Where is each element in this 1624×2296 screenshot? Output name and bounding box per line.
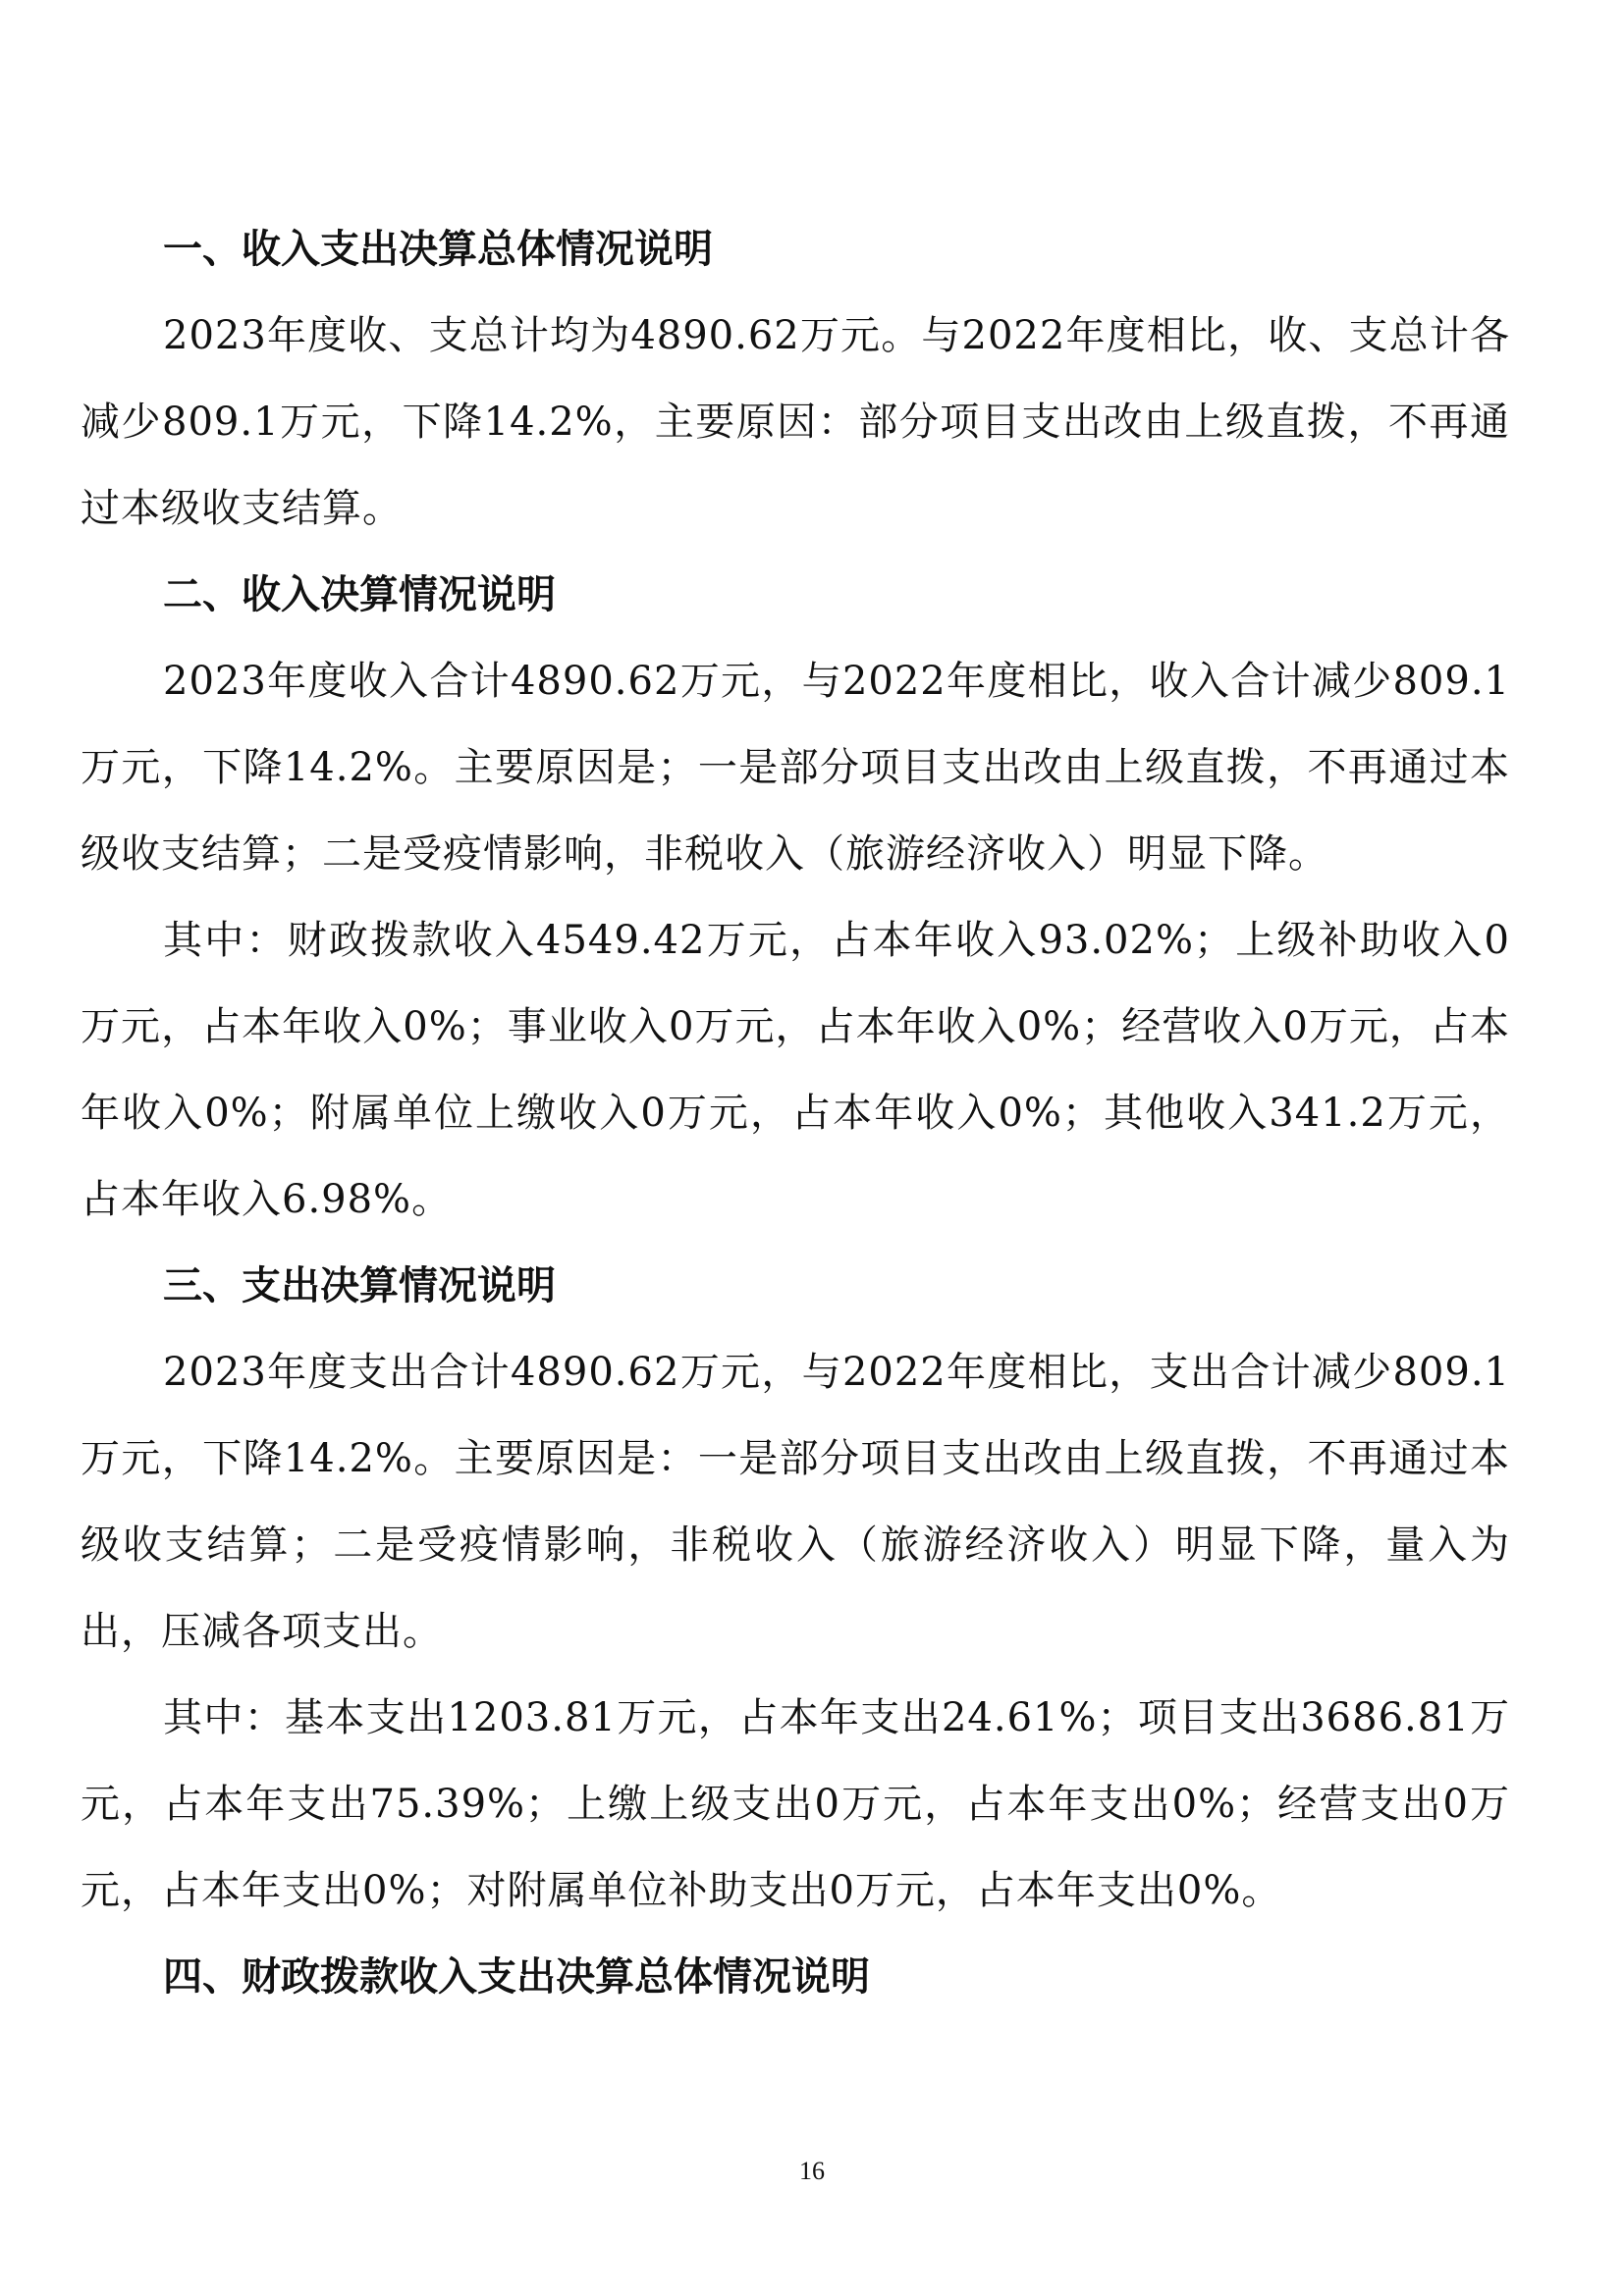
section-3-heading: 三、支出决算情况说明 [163,1263,556,1308]
section-3-paragraph-1: 2023年度支出合计4890.62万元，与2022年度相比，支出合计减少809.1万元，下降14.2%。主要原因是：一是部分项目支出改由上级直拨，不再通过本级收支结算；二是受疫情影响，非税收入（旅游经济收入）明显下降，量入为出，压减各项支出。 [81,1350,1510,1654]
section-1-paragraph-1: 2023年度收、支总计均为4890.62万元。与2022年度相比，收、支总计各减少809.1万元，下降14.2%，主要原因：部分项目支出改由上级直拨，不再通过本级收支结算。 [81,313,1510,531]
document-body [81,206,1510,2020]
section-2-paragraph-2: 其中：财政拨款收入4549.42万元，占本年收入93.02%；上级补助收入0万元，占本年收入0%；事业收入0万元，占本年收入0%；经营收入0万元，占本年收入0%；附属单位上缴收入0万元，占本年收入0%；其他收入341.2万元，占本年收入6.98%。 [81,918,1510,1222]
page-number: 16 [799,2157,825,2185]
section-4-heading: 四、财政拨款收入支出决算总体情况说明 [163,1954,870,2000]
section-3-paragraph-2: 其中：基本支出1203.81万元，占本年支出24.61%；项目支出3686.81万元，占本年支出75.39%；上缴上级支出0万元，占本年支出0%；经营支出0万元，占本年支出0%；对附属单位补助支出0万元，占本年支出0%。 [81,1695,1510,1913]
section-1-heading: 一、收入支出决算总体情况说明 [163,227,713,272]
section-2-heading: 二、收入决算情况说明 [163,572,556,617]
section-2-paragraph-1: 2023年度收入合计4890.62万元，与2022年度相比，收入合计减少809.1万元，下降14.2%。主要原因是；一是部分项目支出改由上级直拨，不再通过本级收支结算；二是受疫情影响，非税收入（旅游经济收入）明显下降。 [81,659,1510,877]
